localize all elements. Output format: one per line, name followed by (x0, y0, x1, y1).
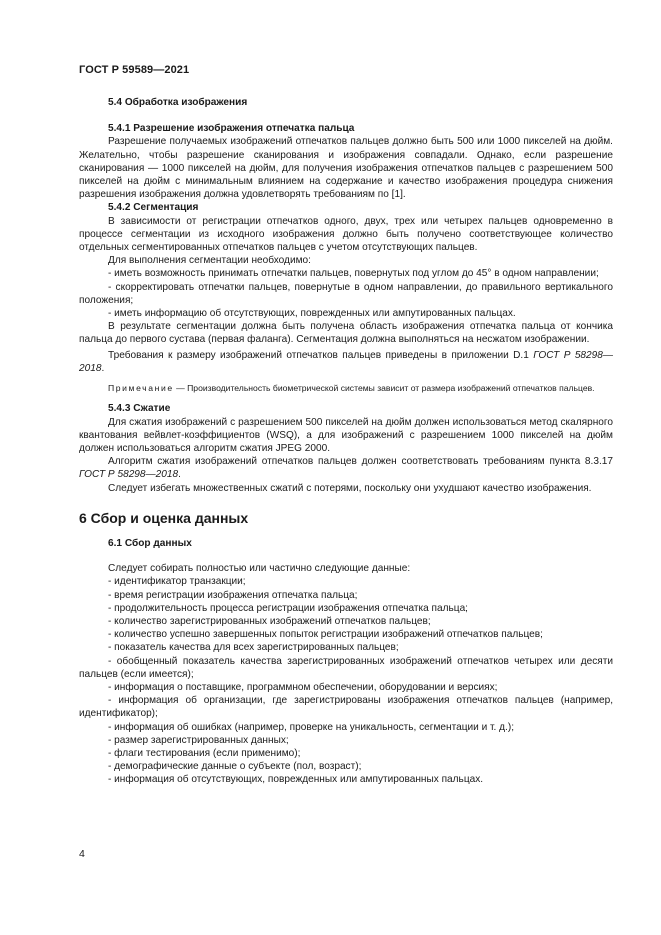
standard-reference: ГОСТ Р 58298—2018 (79, 469, 179, 481)
section-5-4-1-paragraph: Разрешение получаемых изображений отпечатков пальцев должно быть 500 или 1000 пикселей на дюйм. Желательно, чтобы разрешение сканирования и изображения совпадали. Однако, если разрешение сканирования — 1000 пикселей на дюйм, для получения изображения отпечатков пальцев с разрешением 500 пикселей на дюйм с минимальным влиянием на содержание и качество изображения процедура снижения разрешения изображения должна удовлетворять требованиям по [1]. (79, 136, 613, 201)
list-item: - размер зарегистрированных данных; (108, 734, 289, 746)
section-5-4-2-title: 5.4.2 Сегментация (108, 202, 199, 214)
list-item: - идентификатор транзакции; (108, 576, 246, 588)
list-item: - продолжительность процесса регистрации изображения отпечатка пальца; (108, 602, 468, 614)
note (79, 383, 613, 394)
section-6-1-intro: Следует собирать полностью или частично следующие данные: (108, 563, 411, 575)
list-item: - информация об ошибках (например, проверке на уникальность, сегментации и т. д.); (108, 721, 514, 733)
section-5-4-2-paragraph-4 (79, 349, 613, 375)
note-label: Примечание (108, 383, 174, 394)
list-item: - иметь информацию об отсутствующих, поврежденных или ампутированных пальцах. (108, 308, 516, 320)
list-item: - информация об отсутствующих, поврежденных или ампутированных пальцах. (108, 774, 484, 786)
list-item: - показатель качества для всех зарегистрированных пальцев; (108, 642, 399, 654)
standard-reference: ГОСТ Р 58298—2018 (79, 349, 613, 374)
note-text: — Производительность биометрической системы зависит от размера изображений отпечатков пальцев. (173, 383, 595, 394)
list-item: - количество успешно завершенных попыток регистрации изображений отпечатков пальцев; (108, 629, 543, 641)
section-5-4-title: 5.4 Обработка изображения (108, 97, 248, 108)
list-item: - количество зарегистрированных изображений отпечатков пальцев; (108, 615, 431, 627)
list-item: - информация об организации, где зарегистрированы изображения отпечатков пальцев (например, идентификатор); (79, 695, 613, 720)
section-5-4-2-paragraph-1: В зависимости от регистрации отпечатков одного, двух, трех или четырех пальцев одновременно в процессе сегментации из исходного изображения должно быть получено соответствующее количество отдельных сегментированных отпечатков пальцев с учетом отсутствующих пальцев. (79, 215, 613, 254)
page-number: 4 (79, 848, 85, 860)
list-item: - иметь возможность принимать отпечатки пальцев, повернутых под углом до 45° в одном направлении; (108, 268, 599, 280)
list-item: - обобщенный показатель качества зарегистрированных изображений отпечатков четырех или десяти пальцев (если имеется); (79, 655, 613, 680)
list-item: - время регистрации изображения отпечатка пальца; (108, 589, 358, 601)
section-5-4-1-title: 5.4.1 Разрешение изображения отпечатка пальца (108, 123, 355, 135)
paragraph-text: Алгоритм сжатия изображений отпечатков пальцев должен соответствовать требованиям пункта 8.3.17 (108, 456, 613, 468)
paragraph-end: . (178, 469, 181, 481)
section-6-title: 6 Сбор и оценка данных (79, 509, 249, 526)
section-5-4-2-paragraph-2: Для выполнения сегментации необходимо: (108, 255, 311, 267)
section-5-4-3-paragraph-1: Для сжатия изображений с разрешением 500 пикселей на дюйм должен использоваться метод скалярного квантования вейвлет-коэффициентов (WSQ), а для изображений с разрешением 1000 пикселей на дюйм должен использоваться алгоритм сжатия JPEG 2000. (79, 416, 613, 455)
list-item: - демографические данные о субъекте (пол, возраст); (108, 761, 362, 773)
paragraph-end: . (101, 362, 105, 374)
page-content (79, 96, 613, 787)
section-5-4-3-paragraph-2 (79, 455, 613, 481)
section-5-4-3-paragraph-3: Следует избегать множественных сжатий с потерями, поскольку они ухудшают качество изображения. (108, 482, 592, 494)
paragraph-text: Требования к размеру изображений отпечатков пальцев приведены в приложении D.1 (108, 349, 534, 361)
section-6-1-title: 6.1 Сбор данных (108, 537, 192, 549)
list-item: - флаги тестирования (если применимо); (108, 747, 301, 759)
section-5-4-2-paragraph-3: В результате сегментации должна быть получена область изображения отпечатка пальца от кончика пальца до первого сустава (первая фаланга). Сегментация должна выполняться на несжатом изображении. (79, 321, 613, 346)
section-5-4-3-title: 5.4.3 Сжатие (108, 403, 171, 415)
list-item: - скорректировать отпечатки пальцев, повернутые в одном направлении, до правильного вертикального положения; (79, 281, 613, 306)
document-code-header: ГОСТ Р 59589—2021 (79, 64, 190, 76)
list-item: - информация о поставщике, программном обеспечении, оборудовании и версиях; (108, 681, 498, 693)
data-collection-list (79, 575, 613, 786)
